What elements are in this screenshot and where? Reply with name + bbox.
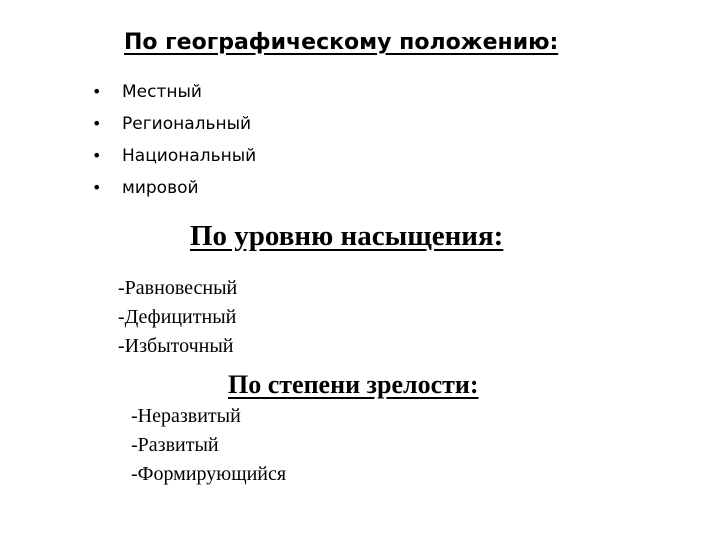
list-item xyxy=(131,402,286,431)
maturity-item-emerging: Формирующийся xyxy=(137,463,287,485)
geo-list xyxy=(92,78,256,206)
maturity-item-undeveloped: Неразвитый xyxy=(137,405,241,427)
list-item xyxy=(92,174,256,206)
list-item xyxy=(118,332,237,361)
saturation-heading: По уровню насыщения: xyxy=(190,220,504,252)
list-item xyxy=(131,460,286,489)
dash-icon: - xyxy=(118,277,125,299)
list-item xyxy=(92,142,256,174)
list-item xyxy=(92,110,256,142)
maturity-list xyxy=(131,402,286,489)
maturity-heading: По степени зрелости: xyxy=(228,370,479,399)
geo-item-world: мировой xyxy=(122,178,199,198)
bullet-icon: • xyxy=(92,146,102,165)
bullet-icon: • xyxy=(92,178,102,197)
geo-item-national: Национальный xyxy=(122,146,257,166)
dash-icon: - xyxy=(118,335,125,357)
dash-icon: - xyxy=(131,405,138,427)
list-item xyxy=(118,274,237,303)
dash-icon: - xyxy=(131,434,138,456)
maturity-item-developed: Развитый xyxy=(137,434,219,456)
geo-item-local: Местный xyxy=(122,82,202,102)
geo-heading: По географическому положению: xyxy=(124,30,559,55)
saturation-item-deficit: Дефицитный xyxy=(124,306,237,328)
geo-item-regional: Региональный xyxy=(122,114,252,134)
list-item xyxy=(118,303,237,332)
saturation-list xyxy=(118,274,237,361)
saturation-item-surplus: Избыточный xyxy=(124,335,234,357)
dash-icon: - xyxy=(118,306,125,328)
dash-icon: - xyxy=(131,463,138,485)
bullet-icon: • xyxy=(92,114,102,133)
list-item xyxy=(92,78,256,110)
list-item xyxy=(131,431,286,460)
saturation-item-equilibrium: Равновесный xyxy=(124,277,238,299)
bullet-icon: • xyxy=(92,82,102,101)
